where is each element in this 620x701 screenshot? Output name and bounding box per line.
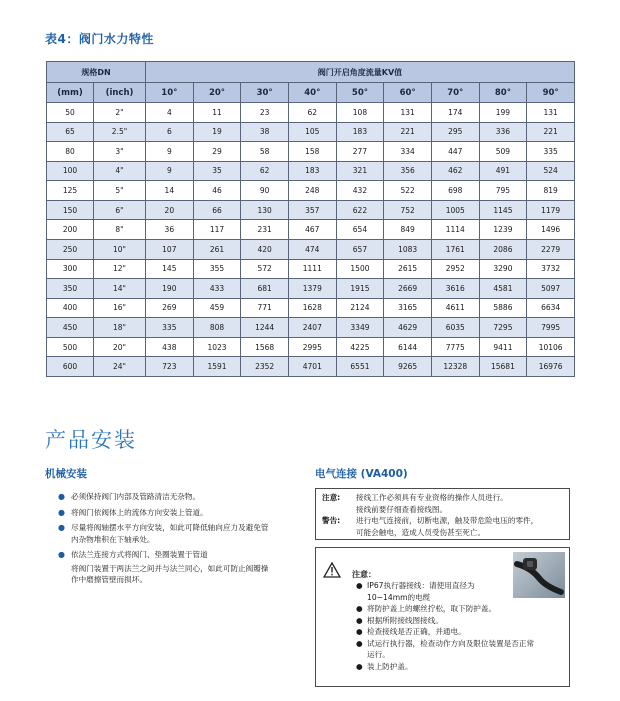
cell-kv: 2995 [288, 337, 336, 357]
cell-kv: 9 [146, 142, 194, 162]
cell-kv: 4701 [288, 357, 336, 377]
bullet-icon: ● [58, 550, 65, 559]
cell-kv: 1379 [288, 279, 336, 299]
cell-kv: 795 [479, 181, 527, 201]
cell-dn-inch: 4" [94, 161, 146, 181]
cell-kv: 190 [146, 279, 194, 299]
cell-kv: 9411 [479, 337, 527, 357]
cell-kv: 357 [288, 200, 336, 220]
cell-kv: 1568 [241, 337, 289, 357]
cell-kv: 29 [193, 142, 241, 162]
cell-dn-mm: 400 [47, 298, 94, 318]
cell-kv: 231 [241, 220, 289, 240]
cell-kv: 38 [241, 122, 289, 142]
mechanical-title: 机械安装 [45, 468, 87, 480]
cell-kv: 11 [193, 103, 241, 123]
cell-kv: 105 [288, 122, 336, 142]
electrical-title: 电气连接 (VA400) [315, 468, 408, 480]
table-header-row-2 [47, 83, 575, 103]
cell-dn-mm: 500 [47, 337, 94, 357]
cell-kv: 572 [241, 259, 289, 279]
cell-kv: 524 [527, 161, 575, 181]
cell-dn-inch: 20" [94, 337, 146, 357]
cell-kv: 355 [193, 259, 241, 279]
warning-text: 可能会触电，造成人员受伤甚至死亡。 [356, 527, 486, 537]
bullet-icon: ● [356, 604, 363, 613]
cell-kv: 277 [336, 142, 384, 162]
list-item: ● 试运行执行器，检查动作方向及限位装置是否正常 运行。 [356, 638, 535, 659]
cell-kv: 248 [288, 181, 336, 201]
cell-kv: 199 [479, 103, 527, 123]
note-label: 注意: [322, 493, 341, 502]
note-text: 接线工作必须具有专业资格的操作人员进行。 [356, 493, 508, 502]
cell-kv: 2124 [336, 298, 384, 318]
cell-kv: 3290 [479, 259, 527, 279]
bullet-icon: ● [356, 638, 363, 648]
cell-kv: 657 [336, 239, 384, 259]
list-item: ● 根据所附接线图接线。 [356, 615, 443, 625]
table-row [47, 200, 575, 220]
cell-kv: 6144 [384, 337, 432, 357]
header-angle: 50° [336, 83, 384, 103]
cell-kv: 14 [146, 181, 194, 201]
cell-kv: 35 [193, 161, 241, 181]
cell-kv: 1023 [193, 337, 241, 357]
cell-dn-inch: 10" [94, 239, 146, 259]
cell-kv: 6634 [527, 298, 575, 318]
cell-kv: 2352 [241, 357, 289, 377]
bullet-icon: ● [58, 507, 65, 517]
cell-dn-inch: 3" [94, 142, 146, 162]
header-angle: 60° [384, 83, 432, 103]
cell-kv: 66 [193, 200, 241, 220]
cell-kv: 1761 [431, 239, 479, 259]
cell-dn-inch: 16" [94, 298, 146, 318]
header-angle: 80° [479, 83, 527, 103]
cell-kv: 849 [384, 220, 432, 240]
cell-kv: 509 [479, 142, 527, 162]
cell-kv: 4581 [479, 279, 527, 299]
cell-kv: 117 [193, 220, 241, 240]
cell-kv: 335 [527, 142, 575, 162]
cell-kv: 131 [384, 103, 432, 123]
cell-kv: 4225 [336, 337, 384, 357]
cell-kv: 221 [384, 122, 432, 142]
cell-kv: 698 [431, 181, 479, 201]
list-item: ● 尽量将阀轴摆水平方向安装，如此可降低轴向应力及避免管 内杂物堆积在下轴承处。 [58, 523, 269, 544]
cell-kv: 681 [241, 279, 289, 299]
cell-kv: 3165 [384, 298, 432, 318]
cell-dn-mm: 125 [47, 181, 94, 201]
list-item: ● 装上防护盖。 [356, 661, 413, 671]
table-row [47, 259, 575, 279]
caution-title: 注意： [352, 570, 376, 579]
table-row [47, 142, 575, 162]
cell-kv: 2615 [384, 259, 432, 279]
install-section-title: 产品安装 [45, 428, 137, 452]
cell-kv: 819 [527, 181, 575, 201]
cell-dn-inch: 2.5" [94, 122, 146, 142]
cell-kv: 4629 [384, 318, 432, 338]
cell-kv: 474 [288, 239, 336, 259]
cell-dn-mm: 200 [47, 220, 94, 240]
cell-kv: 9265 [384, 357, 432, 377]
list-item: ● 将阀门依阀体上的流体方向安装上管道。 [58, 507, 208, 517]
cell-kv: 12328 [431, 357, 479, 377]
cell-kv: 58 [241, 142, 289, 162]
cell-dn-mm: 80 [47, 142, 94, 162]
cell-kv: 3349 [336, 318, 384, 338]
cell-kv: 20 [146, 200, 194, 220]
cell-kv: 7995 [527, 318, 575, 338]
list-item: ● 将防护盖上的螺丝拧松，取下防护盖。 [356, 604, 497, 613]
list-item: ● 必须保持阀门内部及管路清洁无杂物。 [58, 492, 201, 501]
cell-kv: 1005 [431, 200, 479, 220]
cell-kv: 107 [146, 239, 194, 259]
cell-kv: 295 [431, 122, 479, 142]
cell-kv: 4611 [431, 298, 479, 318]
cell-kv: 36 [146, 220, 194, 240]
cell-kv: 336 [479, 122, 527, 142]
cell-dn-inch: 24" [94, 357, 146, 377]
header-angle: 20° [193, 83, 241, 103]
cell-dn-mm: 350 [47, 279, 94, 299]
cell-kv: 19 [193, 122, 241, 142]
cell-kv: 9 [146, 161, 194, 181]
header-kv: 阀门开启角度流量KV值 [146, 62, 575, 83]
cell-dn-mm: 600 [47, 357, 94, 377]
cell-kv: 420 [241, 239, 289, 259]
bullet-icon: ● [58, 523, 65, 532]
bullet-icon: ● [356, 627, 363, 636]
cell-kv: 321 [336, 161, 384, 181]
cell-kv: 261 [193, 239, 241, 259]
cell-dn-mm: 100 [47, 161, 94, 181]
cell-kv: 356 [384, 161, 432, 181]
cell-kv: 183 [288, 161, 336, 181]
cell-kv: 1915 [336, 279, 384, 299]
cell-kv: 1239 [479, 220, 527, 240]
table-title: 表4：阀门水力特性 [45, 32, 154, 46]
cell-kv: 654 [336, 220, 384, 240]
cell-kv: 723 [146, 357, 194, 377]
cell-dn-inch: 5" [94, 181, 146, 201]
cell-kv: 10106 [527, 337, 575, 357]
cell-kv: 462 [431, 161, 479, 181]
cell-kv: 130 [241, 200, 289, 220]
cell-kv: 174 [431, 103, 479, 123]
cell-kv: 808 [193, 318, 241, 338]
cell-kv: 334 [384, 142, 432, 162]
cell-kv: 1114 [431, 220, 479, 240]
table-row [47, 239, 575, 259]
header-angle: 90° [527, 83, 575, 103]
cell-kv: 3732 [527, 259, 575, 279]
cell-dn-mm: 250 [47, 239, 94, 259]
warning-text: 进行电气连接前，切断电源，触及带危险电压的零件， [356, 516, 539, 525]
header-mm: (mm) [47, 83, 94, 103]
cell-kv: 7295 [479, 318, 527, 338]
cell-dn-inch: 8" [94, 220, 146, 240]
cell-kv: 1111 [288, 259, 336, 279]
bullet-icon: ● [356, 661, 363, 671]
caution-box [315, 547, 570, 687]
bullet-icon: ● [58, 492, 65, 501]
warning-label: 警告: [322, 516, 341, 525]
cell-dn-mm: 300 [47, 259, 94, 279]
cell-kv: 1179 [527, 200, 575, 220]
cell-kv: 1591 [193, 357, 241, 377]
table-row [47, 279, 575, 299]
bullet-icon: ● [356, 615, 363, 625]
cell-kv: 2407 [288, 318, 336, 338]
cell-kv: 1083 [384, 239, 432, 259]
table-header-row-1 [47, 62, 575, 83]
cell-kv: 491 [479, 161, 527, 181]
header-spec: 规格DN [47, 62, 146, 83]
table-row [47, 122, 575, 142]
cell-kv: 335 [146, 318, 194, 338]
list-item: ● 依法兰连接方式将阀门、垫圈装置于管道 将阀门装置于两法兰之间并与法兰同心，如此可防止阀瓣操 作中磨擦管壁而损坏。 [58, 550, 269, 584]
cell-kv: 1145 [479, 200, 527, 220]
caution-list [356, 580, 556, 672]
cell-kv: 467 [288, 220, 336, 240]
cell-kv: 1244 [241, 318, 289, 338]
cell-kv: 752 [384, 200, 432, 220]
table-row [47, 220, 575, 240]
cell-kv: 1496 [527, 220, 575, 240]
cell-kv: 62 [241, 161, 289, 181]
cell-kv: 438 [146, 337, 194, 357]
cell-kv: 2669 [384, 279, 432, 299]
header-angle: 70° [431, 83, 479, 103]
cell-kv: 6551 [336, 357, 384, 377]
cell-kv: 622 [336, 200, 384, 220]
table-row [47, 103, 575, 123]
mechanical-list [58, 491, 298, 590]
kv-table [46, 61, 575, 377]
table-row [47, 337, 575, 357]
cell-kv: 1628 [288, 298, 336, 318]
table-row [47, 161, 575, 181]
cell-kv: 6 [146, 122, 194, 142]
table-row [47, 181, 575, 201]
cell-kv: 15681 [479, 357, 527, 377]
cell-kv: 447 [431, 142, 479, 162]
list-item: ● IP67执行器接线：请使用直径为 10~14mm的电缆 [356, 581, 475, 602]
cell-dn-inch: 2" [94, 103, 146, 123]
cell-kv: 131 [527, 103, 575, 123]
cell-kv: 2279 [527, 239, 575, 259]
cell-kv: 7775 [431, 337, 479, 357]
cell-dn-mm: 150 [47, 200, 94, 220]
cell-kv: 522 [384, 181, 432, 201]
cell-kv: 5097 [527, 279, 575, 299]
cell-kv: 771 [241, 298, 289, 318]
cell-dn-mm: 50 [47, 103, 94, 123]
cell-dn-mm: 65 [47, 122, 94, 142]
note-warning-box [315, 488, 570, 540]
cell-kv: 1500 [336, 259, 384, 279]
cell-kv: 5886 [479, 298, 527, 318]
cell-kv: 3616 [431, 279, 479, 299]
list-item: ● 检查接线是否正确，并通电。 [356, 627, 466, 636]
table-row [47, 357, 575, 377]
cell-kv: 62 [288, 103, 336, 123]
header-inch: (inch) [94, 83, 146, 103]
cell-kv: 183 [336, 122, 384, 142]
cell-kv: 90 [241, 181, 289, 201]
cell-kv: 108 [336, 103, 384, 123]
table-row [47, 298, 575, 318]
cell-kv: 459 [193, 298, 241, 318]
cell-kv: 221 [527, 122, 575, 142]
cell-kv: 432 [336, 181, 384, 201]
warning-triangle-icon [323, 562, 341, 578]
header-angle: 30° [241, 83, 289, 103]
header-angle: 40° [288, 83, 336, 103]
header-angle: 10° [146, 83, 194, 103]
bullet-icon: ● [356, 581, 363, 590]
cell-dn-inch: 18" [94, 318, 146, 338]
cell-kv: 4 [146, 103, 194, 123]
cell-kv: 2086 [479, 239, 527, 259]
cell-kv: 6035 [431, 318, 479, 338]
cell-kv: 16976 [527, 357, 575, 377]
cell-kv: 2952 [431, 259, 479, 279]
cell-dn-mm: 450 [47, 318, 94, 338]
cell-dn-inch: 6" [94, 200, 146, 220]
cell-kv: 158 [288, 142, 336, 162]
cell-kv: 145 [146, 259, 194, 279]
note-text: 接线前要仔细查看接线图。 [356, 504, 448, 514]
table-row [47, 318, 575, 338]
cell-kv: 23 [241, 103, 289, 123]
cell-kv: 269 [146, 298, 194, 318]
cell-kv: 433 [193, 279, 241, 299]
cell-dn-inch: 14" [94, 279, 146, 299]
cell-kv: 46 [193, 181, 241, 201]
cell-dn-inch: 12" [94, 259, 146, 279]
